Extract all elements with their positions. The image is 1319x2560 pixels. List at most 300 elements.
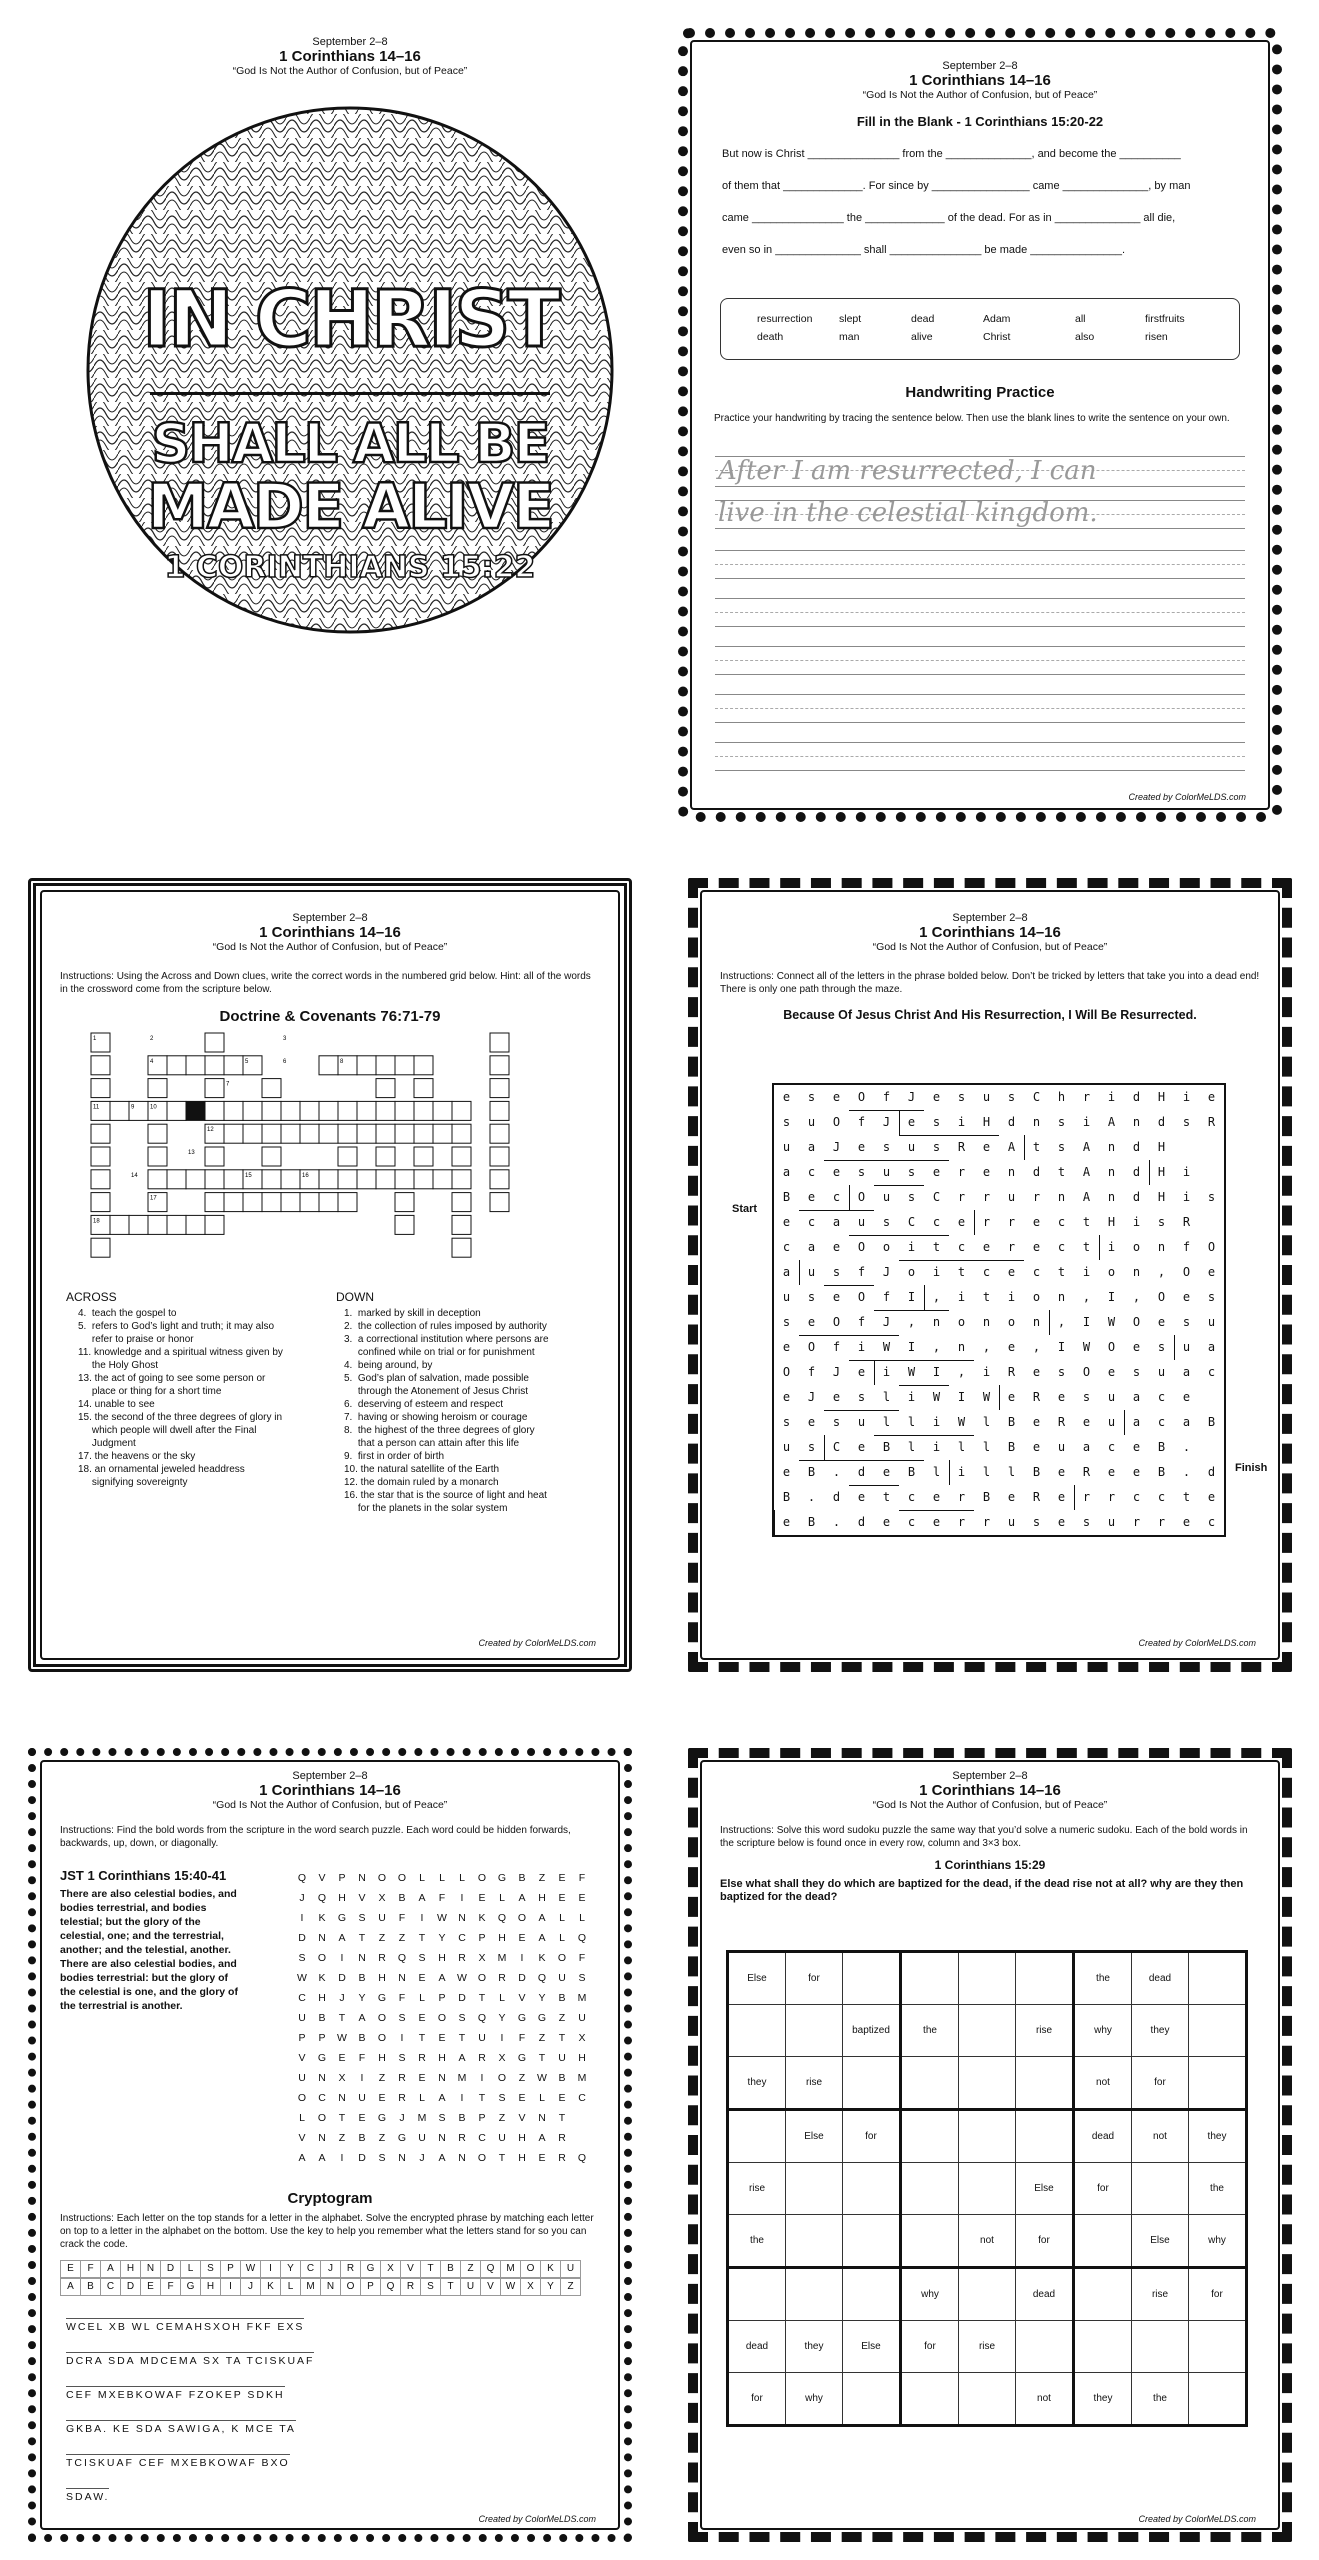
wordsearch-letter[interactable]: O [557,1952,567,1964]
crossword-cell[interactable] [338,1193,357,1212]
wordsearch-letter[interactable]: O [477,2152,487,2164]
wordsearch-letter[interactable]: O [377,2032,387,2044]
wordsearch-letter[interactable]: R [498,1972,506,1984]
wordsearch-letter[interactable]: F [438,1892,446,1904]
wordsearch-letter[interactable]: J [299,1892,305,1904]
crossword-cell[interactable] [414,1147,433,1166]
crossword-cell[interactable] [300,1124,319,1143]
crossword-cell[interactable] [319,1170,338,1189]
wordsearch-letter[interactable]: F [578,1872,586,1884]
wordsearch-letter[interactable]: O [317,1952,327,1964]
crossword-cell[interactable] [338,1170,357,1189]
wordsearch-letter[interactable]: U [378,1912,386,1924]
crossword-cell[interactable] [300,1101,319,1120]
wordsearch-letter[interactable]: B [358,2032,366,2044]
wordsearch-letter[interactable]: C [298,1992,306,2004]
wordsearch-letter[interactable]: U [558,1972,566,1984]
wordsearch-letter[interactable]: E [518,1932,526,1944]
sudoku-cell[interactable] [901,2110,959,2163]
wordsearch-letter[interactable]: N [338,2092,346,2104]
wordsearch-letter[interactable]: G [517,2052,527,2064]
wordsearch-letter[interactable]: N [358,1872,366,1884]
crossword-cell[interactable] [281,1170,300,1189]
crossword-cell[interactable] [262,1193,281,1212]
wordsearch-letter[interactable]: X [338,2072,346,2084]
crossword-cell[interactable] [395,1056,414,1075]
wordsearch-letter[interactable]: E [418,2012,426,2024]
wordsearch-letter[interactable]: A [538,1912,546,1924]
sudoku-cell[interactable] [959,2005,1016,2057]
wordsearch-letter[interactable]: B [558,1992,566,2004]
crossword-cell[interactable] [91,1056,110,1075]
wordsearch-letter[interactable]: T [538,2052,546,2064]
wordsearch-letter[interactable]: S [398,2012,406,2024]
wordsearch-letter[interactable]: D [298,1932,306,1944]
wordsearch-letter[interactable]: Y [498,2012,506,2024]
crossword-cell[interactable] [205,1101,224,1120]
sudoku-cell[interactable] [843,2373,901,2426]
wordsearch-letter[interactable]: O [497,2072,507,2084]
sudoku-grid[interactable] [726,1950,1248,2427]
wordsearch-letter[interactable]: G [537,2012,547,2024]
sudoku-cell[interactable] [901,1952,959,2005]
wordsearch-letter[interactable]: I [520,1952,524,1964]
crossword-cell[interactable] [452,1147,471,1166]
crossword-cell[interactable] [91,1147,110,1166]
wordsearch-letter[interactable]: T [558,2112,566,2124]
wordsearch-letter[interactable]: O [377,1872,387,1884]
wordsearch-letter[interactable]: I [360,2072,364,2084]
wordsearch-letter[interactable]: O [437,2012,447,2024]
wordsearch-letter[interactable]: B [558,2072,566,2084]
wordsearch-letter[interactable]: H [338,1892,346,1904]
wordsearch-letter[interactable]: Q [477,2012,487,2024]
sudoku-cell[interactable] [843,2057,901,2110]
wordsearch-letter[interactable]: H [578,2052,586,2064]
wordsearch-letter[interactable]: Q [497,1912,507,1924]
wordsearch-letter[interactable]: E [518,2092,526,2104]
wordsearch-letter[interactable]: N [458,1912,466,1924]
wordsearch-letter[interactable]: M [457,2072,467,2084]
crossword-cell[interactable] [91,1193,110,1212]
crossword-cell[interactable] [110,1215,129,1234]
wordsearch-letter[interactable]: O [297,2092,307,2104]
wordsearch-letter[interactable]: N [458,2152,466,2164]
wordsearch-letter[interactable]: I [300,1912,304,1924]
wordsearch-letter[interactable]: B [358,1972,366,1984]
wordsearch-letter[interactable]: B [358,2132,366,2144]
crossword-cell[interactable] [433,1170,452,1189]
wordsearch-letter[interactable]: O [397,1872,407,1884]
sudoku-cell[interactable] [1132,2163,1189,2215]
wordsearch-letter[interactable]: Z [538,2032,546,2044]
wordsearch-letter[interactable]: S [458,2012,466,2024]
wordsearch-letter[interactable]: S [358,1912,366,1924]
wordsearch-letter[interactable]: X [578,2032,586,2044]
sudoku-cell[interactable] [1189,2057,1247,2110]
sudoku-cell[interactable] [901,2373,959,2426]
crossword-cell[interactable] [205,1193,224,1212]
wordsearch-letter[interactable]: K [478,1912,486,1924]
crossword-cell[interactable] [224,1101,243,1120]
wordsearch-letter[interactable]: V [358,1892,366,1904]
crossword-cell[interactable] [376,1147,395,1166]
crossword-cell[interactable] [338,1147,357,1166]
crossword-cell[interactable] [433,1101,452,1120]
wordsearch-letter[interactable]: U [558,2052,566,2064]
crossword-cell[interactable] [110,1101,129,1120]
crossword-grid[interactable] [90,1032,560,1272]
wordsearch-letter[interactable]: R [458,2132,466,2144]
sudoku-cell[interactable] [959,2057,1016,2110]
wordsearch-letter[interactable]: A [438,2092,446,2104]
wordsearch-letter[interactable]: S [578,1972,586,1984]
wordsearch-letter[interactable]: A [298,2152,306,2164]
crossword-cell[interactable] [357,1056,376,1075]
wordsearch-letter[interactable]: A [438,2152,446,2164]
crossword-cell[interactable] [357,1170,376,1189]
wordsearch-letter[interactable]: I [400,2032,404,2044]
crossword-cell[interactable] [300,1193,319,1212]
wordsearch-letter[interactable]: T [478,2092,486,2104]
wordsearch-letter[interactable]: E [558,1872,566,1884]
wordsearch-letter[interactable]: V [518,1992,526,2004]
wordsearch-letter[interactable]: R [378,1952,386,1964]
sudoku-cell[interactable] [959,2373,1016,2426]
wordsearch-letter[interactable]: R [458,1952,466,1964]
wordsearch-letter[interactable]: W [457,1972,467,1984]
crossword-cell[interactable] [414,1170,433,1189]
wordsearch-letter[interactable]: D [338,1972,346,1984]
wordsearch-letter[interactable]: F [518,2032,526,2044]
wordsearch-letter[interactable]: P [318,2032,326,2044]
wordsearch-letter[interactable]: G [317,2052,327,2064]
wordsearch-grid[interactable] [292,1872,592,2172]
sudoku-cell[interactable] [1132,2321,1189,2373]
wordsearch-letter[interactable]: E [578,1892,586,1904]
wordsearch-letter[interactable]: L [499,1992,505,2004]
sudoku-cell[interactable] [1016,2110,1074,2163]
crossword-cell[interactable] [376,1101,395,1120]
crossword-cell[interactable] [167,1056,186,1075]
crossword-cell[interactable] [148,1215,167,1234]
crossword-cell[interactable] [338,1124,357,1143]
wordsearch-letter[interactable]: A [518,1892,526,1904]
wordsearch-letter[interactable]: E [478,1892,486,1904]
crossword-cell[interactable] [148,1147,167,1166]
crossword-cell[interactable] [262,1170,281,1189]
wordsearch-letter[interactable]: Z [538,1872,546,1884]
crossword-cell[interactable] [281,1193,300,1212]
crossword-cell[interactable] [91,1238,110,1257]
wordsearch-letter[interactable]: N [398,2152,406,2164]
wordsearch-letter[interactable]: K [318,1912,326,1924]
wordsearch-letter[interactable]: Q [577,1932,587,1944]
wordsearch-letter[interactable]: M [497,1952,507,1964]
wordsearch-letter[interactable]: S [298,1952,306,1964]
wordsearch-letter[interactable]: G [377,1992,387,2004]
wordsearch-letter[interactable]: L [419,2092,425,2104]
crossword-cell[interactable] [224,1193,243,1212]
crossword-cell[interactable] [262,1124,281,1143]
crossword-cell[interactable] [148,1170,167,1189]
crossword-cell[interactable] [186,1215,205,1234]
wordsearch-letter[interactable]: V [298,2132,306,2144]
crossword-cell[interactable] [452,1193,471,1212]
crossword-cell[interactable] [91,1170,110,1189]
wordsearch-letter[interactable]: O [517,1912,527,1924]
wordsearch-letter[interactable]: Y [438,1932,446,1944]
wordsearch-letter[interactable]: U [578,2012,586,2024]
crossword-cell[interactable] [357,1124,376,1143]
wordsearch-letter[interactable]: G [517,2012,527,2024]
wordsearch-letter[interactable]: T [418,2032,426,2044]
wordsearch-letter[interactable]: G [377,2112,387,2124]
wordsearch-letter[interactable]: L [539,2092,545,2104]
crossword-cell[interactable] [395,1215,414,1234]
wordsearch-letter[interactable]: M [417,2112,427,2124]
crossword-cell[interactable] [243,1124,262,1143]
wordsearch-letter[interactable]: L [459,1872,465,1884]
wordsearch-letter[interactable]: H [438,2052,446,2064]
crossword-cell[interactable] [490,1056,509,1075]
wordsearch-letter[interactable]: B [318,2012,326,2024]
crossword-cell[interactable] [490,1124,509,1143]
wordsearch-letter[interactable]: S [398,2052,406,2064]
wordsearch-letter[interactable]: V [518,2112,526,2124]
crossword-cell[interactable] [148,1079,167,1098]
crossword-cell[interactable] [167,1215,186,1234]
crossword-cell[interactable] [395,1101,414,1120]
wordsearch-letter[interactable]: A [358,2012,366,2024]
wordsearch-letter[interactable]: T [358,1932,366,1944]
wordsearch-letter[interactable]: H [518,2152,526,2164]
wordsearch-letter[interactable]: Q [537,1972,547,1984]
crossword-cell[interactable] [376,1056,395,1075]
wordsearch-letter[interactable]: B [518,1872,526,1884]
sudoku-cell[interactable] [901,2057,959,2110]
wordsearch-letter[interactable]: Q [577,2152,587,2164]
wordsearch-letter[interactable]: I [460,1892,464,1904]
wordsearch-letter[interactable]: H [518,2132,526,2144]
wordsearch-letter[interactable]: T [498,2152,506,2164]
crossword-cell[interactable] [338,1101,357,1120]
wordsearch-letter[interactable]: L [499,1892,505,1904]
sudoku-cell[interactable] [786,2163,843,2215]
wordsearch-letter[interactable]: K [318,1972,326,1984]
wordsearch-letter[interactable]: O [377,2012,387,2024]
wordsearch-letter[interactable]: S [418,1952,426,1964]
wordsearch-letter[interactable]: R [558,2132,566,2144]
wordsearch-letter[interactable]: Z [378,2072,386,2084]
wordsearch-letter[interactable]: C [458,1932,466,1944]
wordsearch-letter[interactable]: N [318,1932,326,1944]
wordsearch-letter[interactable]: U [298,2072,306,2084]
wordsearch-letter[interactable]: F [578,1952,586,1964]
crossword-cell[interactable] [243,1101,262,1120]
crossword-cell[interactable] [319,1056,338,1075]
crossword-cell[interactable] [205,1079,224,1098]
sudoku-cell[interactable] [843,2163,901,2215]
wordsearch-letter[interactable]: L [419,1872,425,1884]
wordsearch-letter[interactable]: X [498,2052,506,2064]
crossword-cell[interactable] [205,1170,224,1189]
wordsearch-letter[interactable]: T [338,2112,346,2124]
wordsearch-letter[interactable]: Z [398,1932,406,1944]
wordsearch-letter[interactable]: H [318,1992,326,2004]
crossword-cell[interactable] [186,1101,205,1120]
wordsearch-letter[interactable]: H [378,2052,386,2064]
wordsearch-letter[interactable]: C [478,2132,486,2144]
sudoku-cell[interactable] [959,2110,1016,2163]
wordsearch-letter[interactable]: H [498,1932,506,1944]
wordsearch-letter[interactable]: A [458,2052,466,2064]
sudoku-cell[interactable] [1074,2321,1132,2373]
crossword-cell[interactable] [452,1124,471,1143]
crossword-cell[interactable] [91,1124,110,1143]
crossword-cell[interactable] [129,1215,148,1234]
wordsearch-letter[interactable]: R [398,2072,406,2084]
wordsearch-letter[interactable]: Y [358,1992,366,2004]
wordsearch-letter[interactable]: Q [297,1872,307,1884]
wordsearch-letter[interactable]: H [538,1892,546,1904]
crossword-cell[interactable] [91,1079,110,1098]
wordsearch-letter[interactable]: Z [558,2012,566,2024]
sudoku-cell[interactable] [1016,2321,1074,2373]
wordsearch-letter[interactable]: L [579,1912,585,1924]
wordsearch-letter[interactable]: O [477,1972,487,1984]
crossword-cell[interactable] [395,1193,414,1212]
wordsearch-letter[interactable]: C [578,2092,586,2104]
sudoku-cell[interactable] [901,2163,959,2215]
sudoku-cell[interactable] [843,1952,901,2005]
wordsearch-letter[interactable]: R [398,2092,406,2104]
wordsearch-letter[interactable]: N [358,1952,366,1964]
wordsearch-letter[interactable]: U [498,2132,506,2144]
crossword-cell[interactable] [395,1170,414,1189]
wordsearch-letter[interactable]: W [337,2032,347,2044]
wordsearch-letter[interactable]: N [318,2072,326,2084]
crossword-cell[interactable] [281,1124,300,1143]
wordsearch-letter[interactable]: I [500,2032,504,2044]
wordsearch-letter[interactable]: N [318,2132,326,2144]
wordsearch-letter[interactable]: E [438,2032,446,2044]
wordsearch-letter[interactable]: F [398,1992,406,2004]
crossword-cell[interactable] [490,1033,509,1052]
crossword-cell[interactable] [224,1124,243,1143]
wordsearch-letter[interactable]: A [538,2132,546,2144]
wordsearch-letter[interactable]: O [477,1872,487,1884]
wordsearch-letter[interactable]: Z [378,1932,386,1944]
wordsearch-letter[interactable]: V [318,1872,326,1884]
sudoku-cell[interactable] [1189,2373,1247,2426]
crossword-cell[interactable] [224,1056,243,1075]
wordsearch-letter[interactable]: H [378,1972,386,1984]
wordsearch-letter[interactable]: N [438,2072,446,2084]
crossword-cell[interactable] [414,1079,433,1098]
crossword-cell[interactable] [319,1193,338,1212]
crossword-cell[interactable] [262,1147,281,1166]
sudoku-cell[interactable] [728,2268,786,2321]
wordsearch-letter[interactable]: S [378,2152,386,2164]
crossword-cell[interactable] [376,1079,395,1098]
wordsearch-letter[interactable]: E [338,2052,346,2064]
wordsearch-letter[interactable]: T [418,1932,426,1944]
wordsearch-letter[interactable]: E [538,2152,546,2164]
crossword-cell[interactable] [205,1147,224,1166]
crossword-cell[interactable] [490,1170,509,1189]
wordsearch-letter[interactable]: J [339,1992,345,2004]
wordsearch-letter[interactable]: N [398,1972,406,1984]
crossword-cell[interactable] [319,1124,338,1143]
wordsearch-letter[interactable]: E [358,2112,366,2124]
crossword-cell[interactable] [243,1193,262,1212]
crossword-cell[interactable] [319,1101,338,1120]
wordsearch-letter[interactable]: W [297,1972,307,1984]
sudoku-cell[interactable] [1189,2005,1247,2057]
wordsearch-letter[interactable]: S [498,2092,506,2104]
wordsearch-letter[interactable]: P [338,1872,346,1884]
crossword-cell[interactable] [205,1033,224,1052]
wordsearch-letter[interactable]: I [460,2092,464,2104]
wordsearch-letter[interactable]: U [478,2032,486,2044]
sudoku-cell[interactable] [1016,2057,1074,2110]
wordsearch-letter[interactable]: M [577,2072,587,2084]
crossword-cell[interactable] [490,1079,509,1098]
wordsearch-letter[interactable]: I [340,1952,344,1964]
wordsearch-letter[interactable]: A [418,1892,426,1904]
wordsearch-letter[interactable]: U [358,2092,366,2104]
wordsearch-letter[interactable]: L [299,2112,305,2124]
wordsearch-letter[interactable]: V [298,2052,306,2064]
wordsearch-letter[interactable]: H [438,1952,446,1964]
crossword-cell[interactable] [205,1056,224,1075]
crossword-cell[interactable] [376,1124,395,1143]
crossword-cell[interactable] [490,1193,509,1212]
wordsearch-letter[interactable]: D [518,1972,526,1984]
wordsearch-letter[interactable]: X [378,1892,386,1904]
wordsearch-letter[interactable]: Z [498,2112,506,2124]
wordsearch-letter[interactable]: E [558,2092,566,2104]
sudoku-cell[interactable] [1189,1952,1247,2005]
wordsearch-letter[interactable]: P [438,1992,446,2004]
wordsearch-letter[interactable]: F [358,2052,366,2064]
sudoku-cell[interactable] [786,2005,843,2057]
wordsearch-letter[interactable]: D [458,1992,466,2004]
wordsearch-letter[interactable]: N [438,2132,446,2144]
wordsearch-letter[interactable]: Q [397,1952,407,1964]
wordsearch-letter[interactable]: B [458,2112,466,2124]
crossword-cell[interactable] [452,1101,471,1120]
wordsearch-letter[interactable]: J [399,2112,405,2124]
wordsearch-letter[interactable]: A [538,1932,546,1944]
wordsearch-letter[interactable]: A [438,1972,446,1984]
wordsearch-letter[interactable]: A [338,1932,346,1944]
sudoku-cell[interactable] [843,2268,901,2321]
wordsearch-letter[interactable]: L [559,1912,565,1924]
wordsearch-letter[interactable]: M [577,1992,587,2004]
sudoku-cell[interactable] [1074,2215,1132,2268]
crossword-cell[interactable] [452,1238,471,1257]
wordsearch-letter[interactable]: I [480,2072,484,2084]
crossword-cell[interactable] [205,1215,224,1234]
wordsearch-letter[interactable]: G [337,1912,347,1924]
wordsearch-letter[interactable]: Z [378,2132,386,2144]
wordsearch-letter[interactable]: Y [538,1992,546,2004]
wordsearch-letter[interactable]: L [559,1932,565,1944]
crossword-cell[interactable] [452,1215,471,1234]
wordsearch-letter[interactable]: P [478,2112,486,2124]
